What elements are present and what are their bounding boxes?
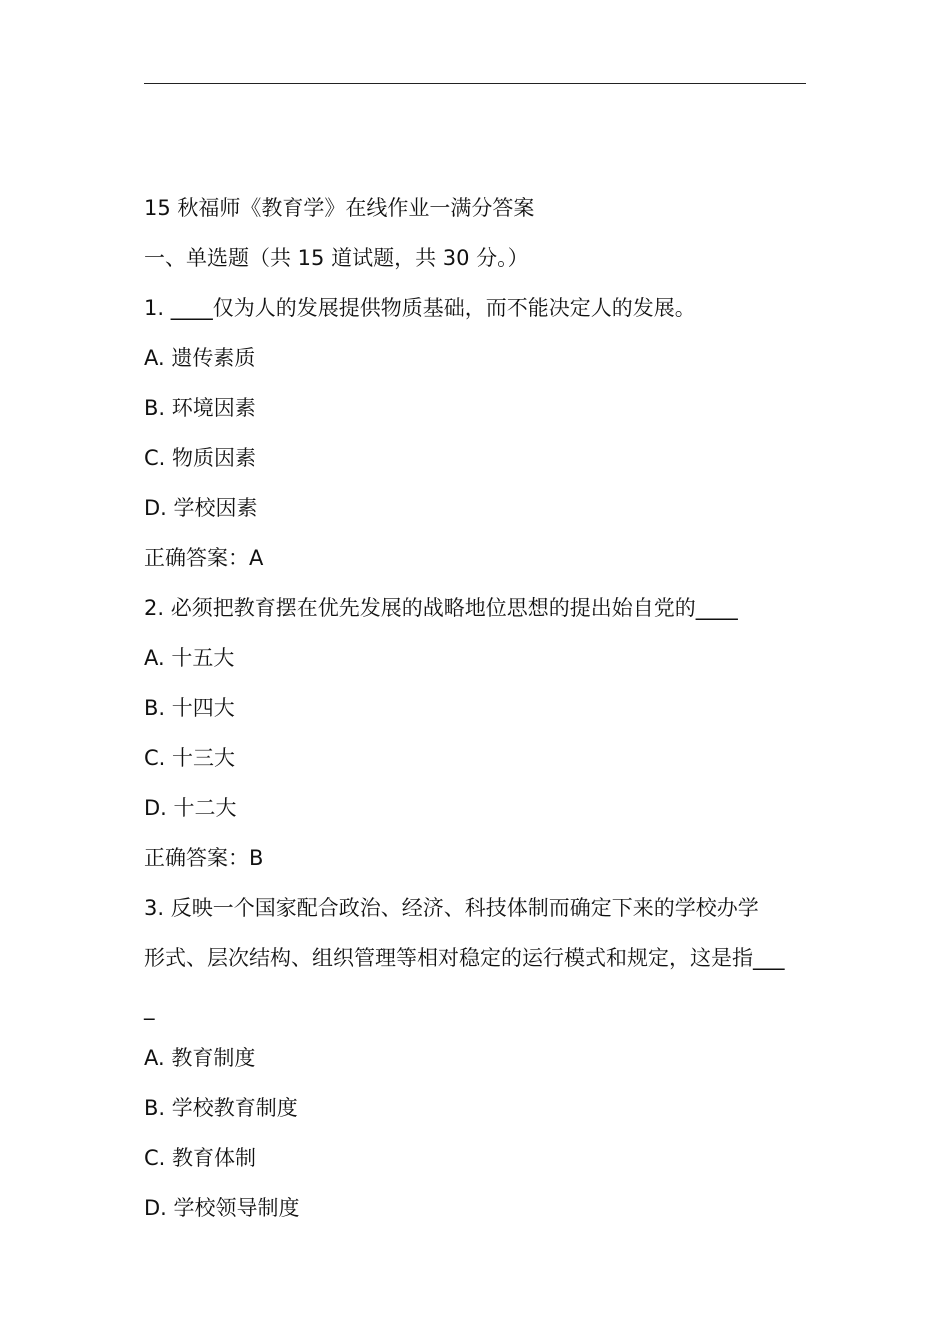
question-3 xyxy=(144,883,808,1233)
option-d: D. 十二大 xyxy=(144,796,237,820)
option-a: A. 十五大 xyxy=(144,646,235,670)
question-stem-line-2: 形式、层次结构、组织管理等相对稳定的运行模式和规定，这是指___ xyxy=(144,946,785,970)
option-c: C. 教育体制 xyxy=(144,1146,257,1170)
section-header: 一、单选题（共 15 道试题，共 30 分。） xyxy=(144,246,529,270)
option-d: D. 学校领导制度 xyxy=(144,1196,300,1220)
question-stem: 2. 必须把教育摆在优先发展的战略地位思想的提出始自党的____ xyxy=(144,596,738,620)
option-c: C. 物质因素 xyxy=(144,446,257,470)
option-a: A. 遗传素质 xyxy=(144,346,256,370)
question-2 xyxy=(144,583,808,883)
question-stem-line-3: _ xyxy=(144,996,155,1020)
correct-answer: 正确答案：B xyxy=(144,846,264,870)
option-b: B. 学校教育制度 xyxy=(144,1096,298,1120)
option-d: D. 学校因素 xyxy=(144,496,258,520)
option-c: C. 十三大 xyxy=(144,746,236,770)
option-b: B. 十四大 xyxy=(144,696,235,720)
document-title: 15 秋福师《教育学》在线作业一满分答案 xyxy=(144,196,535,220)
document-body xyxy=(144,183,808,1233)
option-a: A. 教育制度 xyxy=(144,1046,256,1070)
header-rule xyxy=(144,83,806,84)
question-1 xyxy=(144,283,808,583)
option-b: B. 环境因素 xyxy=(144,396,256,420)
correct-answer: 正确答案：A xyxy=(144,546,264,570)
question-stem: 1. ____仅为人的发展提供物质基础，而不能决定人的发展。 xyxy=(144,296,696,320)
question-stem-line-1: 3. 反映一个国家配合政治、经济、科技体制而确定下来的学校办学 xyxy=(144,896,759,920)
